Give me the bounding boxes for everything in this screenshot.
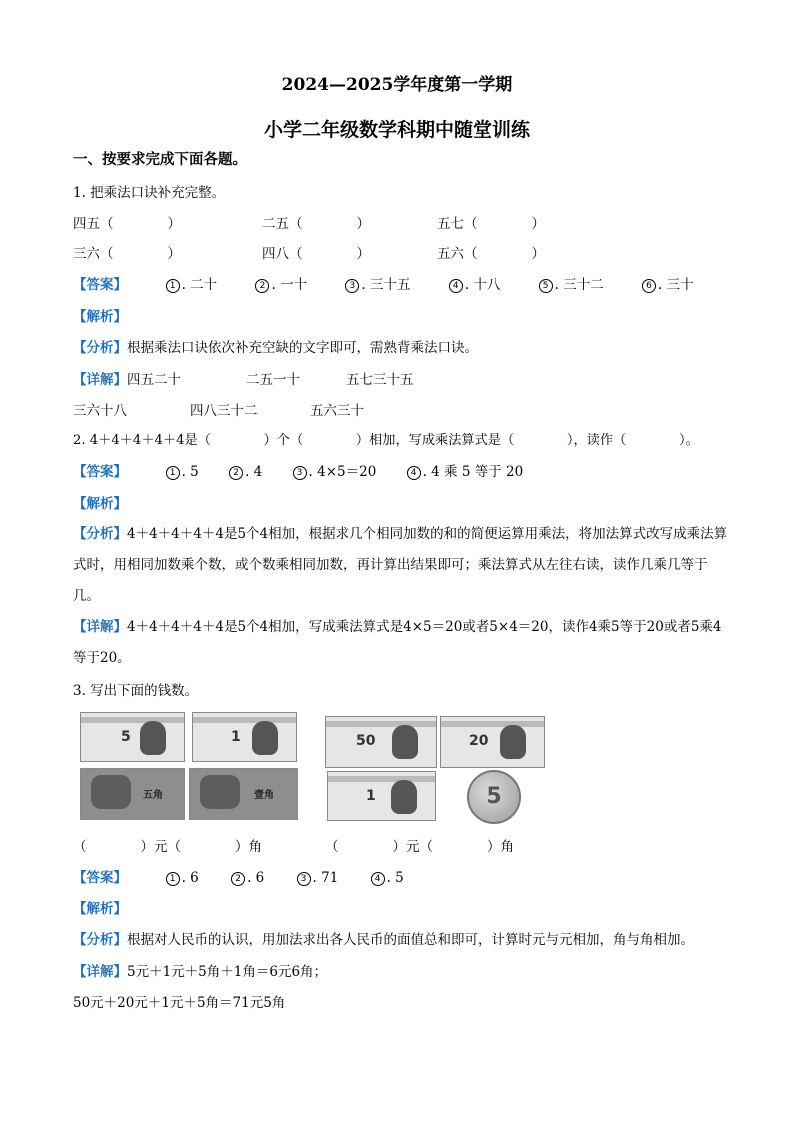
answer-item: 4 . 5 [371, 868, 404, 888]
q2-analysis: 【分析】4＋4＋4＋4＋4是5个4相加，根据求几个相同加数的和的简便运算用乘法，将加法算式改写成乘法算式时，用相同加数乘个数，或个数乘相同加数，再计算出结果即可；乘法算式从左往右读，读作几乘几等于几。 [73, 526, 728, 604]
q1-blank: 四五（ ） [73, 216, 181, 232]
circled-number-2-icon: 2 [255, 279, 269, 293]
q2-detail: 【详解】4＋4＋4＋4＋4是5个4相加，写成乘法算式是4×5＝20或者5×4＝20，读作4乘5等于20或者5乘4等于20。 [73, 619, 722, 666]
q2-prompt: 2. 4＋4＋4＋4＋4是（ ）个（ ）相加，写成乘法算式是（ ），读作（ ）。 [73, 433, 699, 448]
answer-item: 1 . 6 [166, 868, 199, 888]
answer-item: 6 . 三十 [642, 275, 694, 295]
answer-tag: 【答案】 [73, 464, 127, 480]
answer-item: 2 . 一十 [255, 275, 307, 295]
answer-item: 1 . 二十 [166, 275, 218, 295]
answer-item: 5 . 三十二 [539, 275, 604, 295]
banknote-1-yuan: 1 [327, 771, 436, 821]
answer-item: 1 . 5 [166, 462, 199, 482]
circled-number-3-icon: 3 [345, 279, 359, 293]
analysis-tag: 【解析】 [73, 901, 127, 917]
q1-detail-item: 五七三十五 [346, 372, 414, 388]
section-heading: 一、按要求完成下面各题。 [73, 151, 247, 168]
circled-number-4-icon: 4 [449, 279, 463, 293]
q1-detail-item: 三六十八 [73, 403, 127, 419]
exam-title: 小学二年级数学科期中随堂训练 [263, 119, 530, 141]
q1-analysis: 【分析】根据乘法口诀依次补充空缺的文字即可，需熟背乘法口诀。 [73, 340, 478, 356]
q3-answer-line [73, 868, 438, 888]
circled-number-2-icon: 2 [231, 872, 245, 886]
circled-number-1-icon: 1 [166, 872, 180, 886]
analysis-tag: 【解析】 [73, 309, 127, 325]
q1-blank: 三六（ ） [73, 246, 181, 262]
q3-blank: （ ）元（ ）角 [325, 839, 514, 855]
q3-detail: 【详解】5元＋1元＋5角＋1角＝6元6角； [73, 964, 328, 980]
banknote-20-yuan: 20 [440, 716, 545, 768]
circled-number-5-icon: 5 [539, 279, 553, 293]
answer-item: 3 . 71 [297, 868, 339, 888]
circled-number-4-icon: 4 [407, 466, 421, 480]
circled-number-1-icon: 1 [166, 466, 180, 480]
circled-number-3-icon: 3 [293, 466, 307, 480]
answer-item: 3 . 4×5＝20 [293, 462, 377, 482]
banknote-1-jiao: 壹角 [189, 768, 298, 820]
q1-prompt: 1. 把乘法口诀补充完整。 [73, 185, 226, 201]
q1-blank: 五七（ ） [437, 216, 545, 232]
circled-number-6-icon: 6 [642, 279, 656, 293]
analysis-tag: 【解析】 [73, 496, 127, 512]
q3-blank: （ ）元（ ）角 [73, 839, 262, 855]
q1-detail-item: 四八三十二 [190, 403, 258, 419]
circled-number-2-icon: 2 [229, 466, 243, 480]
answer-item: 4 . 4 乘 5 等于 20 [407, 462, 524, 482]
answer-tag: 【答案】 [73, 870, 127, 886]
banknote-50-yuan: 50 [325, 716, 437, 768]
coin-5-jiao: 5 [467, 770, 521, 824]
banknote-1-yuan: 1 [192, 712, 297, 762]
q1-blank: 四八（ ） [262, 246, 370, 262]
q1-blank: 五六（ ） [437, 246, 545, 262]
q2-answer-line [73, 462, 557, 482]
q1-blank: 二五（ ） [262, 216, 370, 232]
q3-analysis: 【分析】根据对人民币的认识，用加法求出各人民币的面值总和即可，计算时元与元相加，角与角相加。 [73, 932, 694, 948]
banknote-5-jiao: 五角 [80, 768, 185, 820]
q3-detail-line2: 50元＋20元＋1元＋5角＝71元5角 [73, 995, 286, 1011]
q1-detail-item: 五六三十 [310, 403, 364, 419]
answer-tag: 【答案】 [73, 277, 127, 293]
circled-number-3-icon: 3 [297, 872, 311, 886]
q1-detail: 【详解】四五二十 [73, 372, 181, 388]
answer-item: 3 . 三十五 [345, 275, 410, 295]
q3-prompt: 3. 写出下面的钱数。 [73, 683, 199, 699]
circled-number-1-icon: 1 [166, 279, 180, 293]
answer-item: 2 . 6 [231, 868, 264, 888]
q1-detail-item: 二五一十 [246, 372, 300, 388]
exam-year-title: 2024—2025学年度第一学期 [281, 75, 513, 95]
circled-number-4-icon: 4 [371, 872, 385, 886]
banknote-5-yuan: 5 [80, 712, 185, 762]
answer-item: 2 . 4 [229, 462, 262, 482]
answer-item: 4 . 十八 [449, 275, 501, 295]
q1-answer-line [73, 275, 728, 295]
